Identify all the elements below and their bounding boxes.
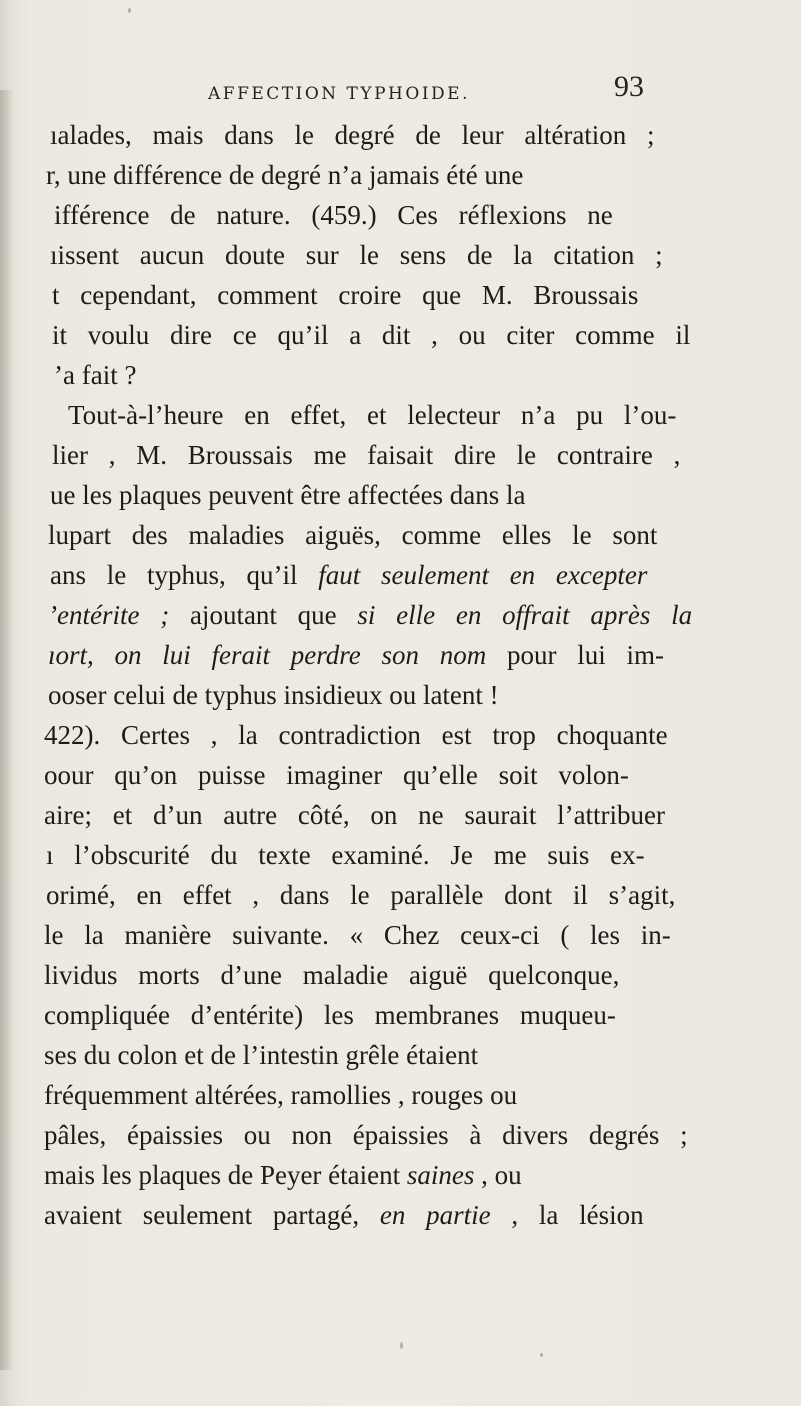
text-segment: ıissent aucun doute sur le sens de la citation ; <box>50 240 663 270</box>
text-segment: orimé, en effet , dans le parallèle dont il s’agit, <box>46 880 676 910</box>
text-segment: ans le typhus, qu’il <box>50 560 319 590</box>
text-segment: pâles, épaissies ou non épaissies à divers degrés ; <box>44 1120 688 1150</box>
text-line <box>10 1155 790 1195</box>
text-line <box>10 1075 790 1115</box>
italic-text-segment: si elle en offrait après la <box>357 600 693 630</box>
text-segment: ooser celui de typhus insidieux ou latent ! <box>48 680 499 710</box>
text-line <box>10 955 790 995</box>
text-segment: mais les plaques de Peyer étaient <box>44 1160 407 1190</box>
text-segment: ’a fait ? <box>54 360 137 390</box>
page-header <box>0 68 801 108</box>
ink-speck <box>128 8 131 13</box>
text-line <box>10 515 790 555</box>
text-segment: ue les plaques peuvent être affectées dans la <box>50 480 526 510</box>
text-line <box>10 475 790 515</box>
italic-text-segment: faut seulement en excepter <box>318 560 648 590</box>
text-segment: aire; et d’un autre côté, on ne saurait l’attribuer <box>44 800 666 830</box>
text-segment: compliquée d’entérite) les membranes muqueu- <box>44 1000 616 1030</box>
text-segment: , la lésion <box>490 1200 644 1230</box>
text-segment: r, une différence de degré n’a jamais été une <box>46 160 524 190</box>
text-line <box>10 635 790 675</box>
ink-speck <box>400 1342 403 1349</box>
text-line <box>10 195 790 235</box>
text-segment: ıalades, mais dans le degré de leur altération ; <box>50 120 655 150</box>
text-segment: ajoutant que <box>189 600 358 630</box>
text-line <box>10 675 790 715</box>
text-line <box>10 435 790 475</box>
text-line <box>10 1195 790 1235</box>
text-line <box>10 715 790 755</box>
text-line <box>10 875 790 915</box>
text-line <box>10 155 790 195</box>
text-segment: fréquemment altérées, ramollies , rouges ou <box>44 1080 518 1110</box>
text-segment: 422). Certes , la contradiction est trop choquante <box>44 720 668 750</box>
text-line <box>10 795 790 835</box>
italic-text-segment: en partie <box>379 1200 491 1230</box>
text-segment: , ou <box>474 1160 522 1190</box>
text-line <box>10 395 790 435</box>
text-line <box>10 995 790 1035</box>
text-line <box>10 1035 790 1075</box>
text-segment: t cependant, comment croire que M. Broussais <box>52 280 639 310</box>
text-segment: oour qu’on puisse imaginer qu’elle soit volon- <box>44 760 629 790</box>
text-segment: lier , M. Broussais me faisait dire le contraire , <box>52 440 681 470</box>
text-line <box>10 595 790 635</box>
running-title: AFFECTION TYPHOIDE. <box>208 84 470 104</box>
text-segment: pour lui im- <box>507 640 664 670</box>
text-line <box>10 555 790 595</box>
page-number: 93 <box>614 70 644 103</box>
text-line <box>10 115 790 155</box>
text-segment: it voulu dire ce qu’il a dit , ou citer comme il <box>52 320 691 350</box>
ink-speck <box>540 1353 543 1357</box>
text-segment: ses du colon et de l’intestin grêle étaient <box>44 1040 479 1070</box>
body-text <box>10 115 790 1235</box>
italic-text-segment: saines <box>406 1160 475 1190</box>
text-line <box>10 315 790 355</box>
text-segment: lividus morts d’une maladie aiguë quelconque, <box>44 960 620 990</box>
italic-text-segment: ’entérite ; <box>48 600 190 630</box>
text-segment: ifférence de nature. (459.) Ces réflexions ne <box>54 200 613 230</box>
text-segment: Tout-à-l’heure en effet, et lelecteur n’a pu l’ou- <box>68 400 677 430</box>
text-line <box>10 835 790 875</box>
text-line <box>10 915 790 955</box>
text-line <box>10 275 790 315</box>
text-line <box>10 355 790 395</box>
italic-text-segment: ıort, on lui ferait perdre son nom <box>48 640 507 670</box>
text-segment: avaient seulement partagé, <box>44 1200 380 1230</box>
text-segment: ı l’obscurité du texte examiné. Je me suis ex- <box>46 840 645 870</box>
text-line <box>10 235 790 275</box>
text-line <box>10 755 790 795</box>
text-segment: lupart des maladies aiguës, comme elles le sont <box>48 520 658 550</box>
text-segment: le la manière suivante. « Chez ceux-ci ( les in- <box>44 920 671 950</box>
text-line <box>10 1115 790 1155</box>
